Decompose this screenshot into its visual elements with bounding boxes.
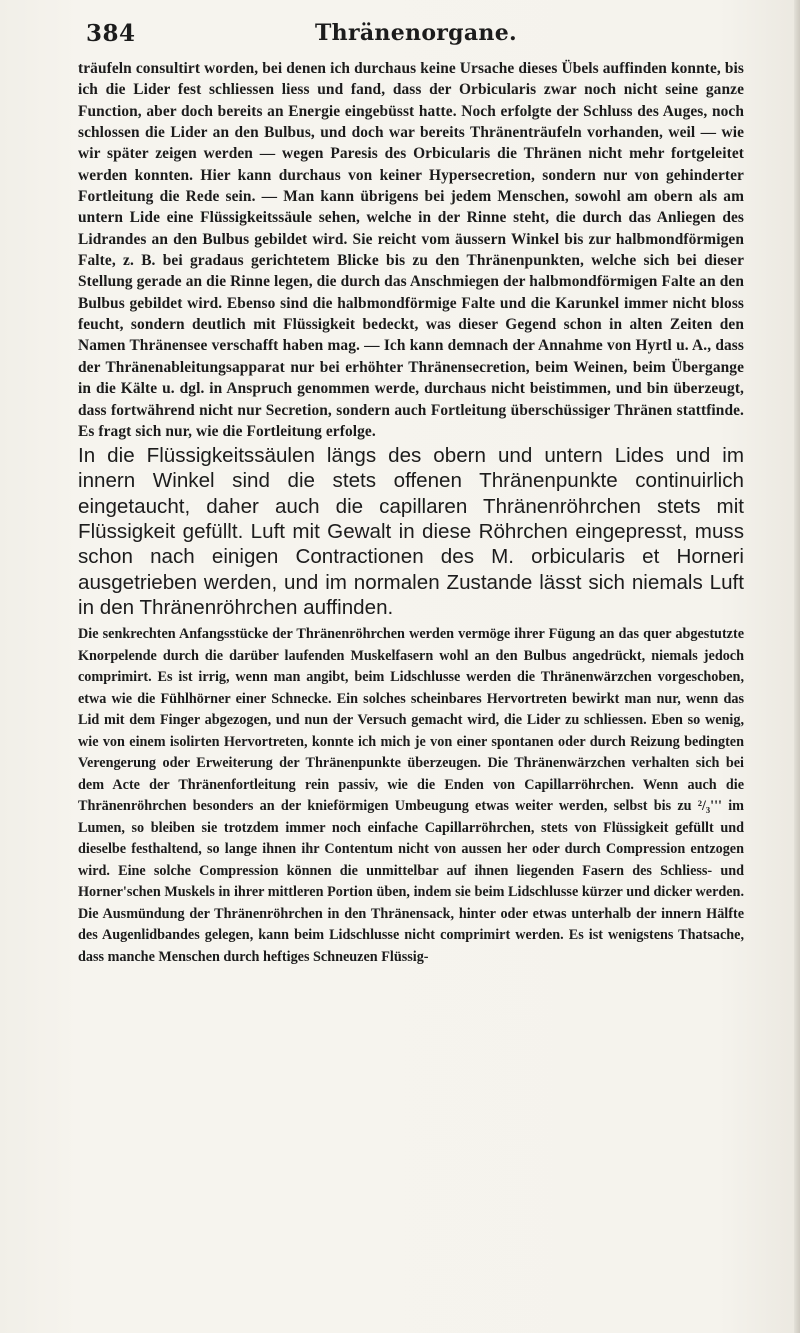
paragraph-1: träufeln consultirt worden, bei denen ich durchaus keine Ursache dieses Übels auffinden konnte, bis ich die Lider fest schliessen liess und fand, dass der Orbicularis zwar noch nicht seine ganze Function, aber doch bereits an Energie eingebüsst hatte. Noch erfolgte der Schluss des Auges, noch schlossen die Lider an den Bulbus, und doch war bereits Thränenträufeln vorhanden, weil — wie wir später zeigen werden — wegen Paresis des Orbicularis die Thränen nicht mehr fortgeleitet werden konnten. Hier kann durchaus von keiner Hypersecretion, sondern nur von gehinderter Fortleitung die Rede sein. — Man kann übrigens bei jedem Menschen, sowohl am obern als am untern Lide eine Flüssigkeitssäule sehen, welche in der Rinne steht, die durch das Anliegen des Lidrandes an den Bulbus gebildet wird. Sie reicht vom äussern Winkel bis zur halbmondförmigen Falte, z. B. bei gradaus gerichtetem Blicke bis zu den Thränenpunkten, welche sich bei dieser Stellung gerade an die Rinne legen, die durch das Anschmiegen der halbmondförmigen Falte an den Bulbus gebildet wird. Ebenso sind die halbmondförmige Falte und die Karunkel immer nicht bloss feucht, sondern deutlich mit Flüssigkeit bedeckt, was dieser Gegend schon in alten Zeiten den Namen Thränensee verschafft haben mag. — Ich kann demnach der Annahme von Hyrtl u. A., dass der Thränenableitungsapparat nur bei erhöhter Thränensecretion, beim Weinen, beim Übergange in die Kälte u. dgl. in Anspruch genommen werde, durchaus nicht beistimmen, und bin überzeugt, dass fortwährend nicht nur Secretion, sondern auch Fortleitung überschüssiger Thränen stattfinde. Es fragt sich nur, wie die Fortleitung erfolge. [78, 60, 744, 440]
page-edge-shadow [794, 0, 800, 1333]
page-number: 384 [86, 20, 136, 47]
page-title: Thränenorgane. [315, 20, 517, 46]
paragraph-3: Die senkrechten Anfangsstücke der Thränenröhrchen werden vermöge ihrer Fügung an das quer abgestutzte Knorpelende durch die darüber laufenden Muskelfasern wohl an den Bulbus angedrückt, niemals jedoch comprimirt. Es ist irrig, wenn man angibt, beim Lidschlusse werden die Thränenwärzchen vorgeschoben, etwa wie die Fühlhörner einer Schnecke. Ein solches scheinbares Hervortreten bewirkt man nur, wenn das Lid mit dem Finger abgezogen, und nun der Versuch gemacht wird, die Lider zu schliessen. Eben so wenig, wie von einem isolirten Hervortreten, konnte ich mich je von einer spontanen oder durch Reizung bedingten Verengerung oder Erweiterung der Thränenpunkte überzeugen. Die Thränenwärzchen verhalten sich bei dem Acte der Thränenfortleitung rein passiv, wie die Enden von Capillarröhrchen. Wenn auch die Thränenröhrchen besonders an der knieförmigen Umbeugung etwas weiter werden, selbst bis zu ²/₃''' im Lumen, so bleiben sie trotzdem immer noch einfache Capillarröhrchen, stets von Flüssigkeit gefüllt und dieselbe festhaltend, so lange ihnen ihr Contentum nicht von aussen her oder durch Compression entzogen wird. Eine solche Compression können die unmittelbar auf ihnen liegenden Fasern des Schliess- und Horner'schen Muskels in ihrer mittleren Portion üben, indem sie beim Lidschlusse kürzer und dicker werden. Die Ausmündung der Thränenröhrchen in den Thränensack, hinter oder etwas unterhalb der innern Hälfte des Augenlidbandes gelegen, kann beim Lidschlusse nicht comprimirt werden. Es ist wenigstens Thatsache, dass manche Menschen durch heftiges Schneuzen Flüssig- [78, 626, 744, 965]
body-text [78, 58, 744, 968]
paragraph-2-emphasized: In die Flüssigkeitssäulen längs des obern und untern Lides und im innern Winkel sind die stets offenen Thränenpunkte continuirlich eingetaucht, daher auch die capillaren Thränenröhrchen stets mit Flüssigkeit gefüllt. Luft mit Gewalt in diese Röhrchen eingepresst, muss schon nach einigen Contractionen des M. orbicularis et Horneri ausgetrieben werden, und im normalen Zustande lässt sich niemals Luft in den Thränenröhrchen auffinden. [78, 444, 744, 619]
running-head [86, 20, 746, 52]
